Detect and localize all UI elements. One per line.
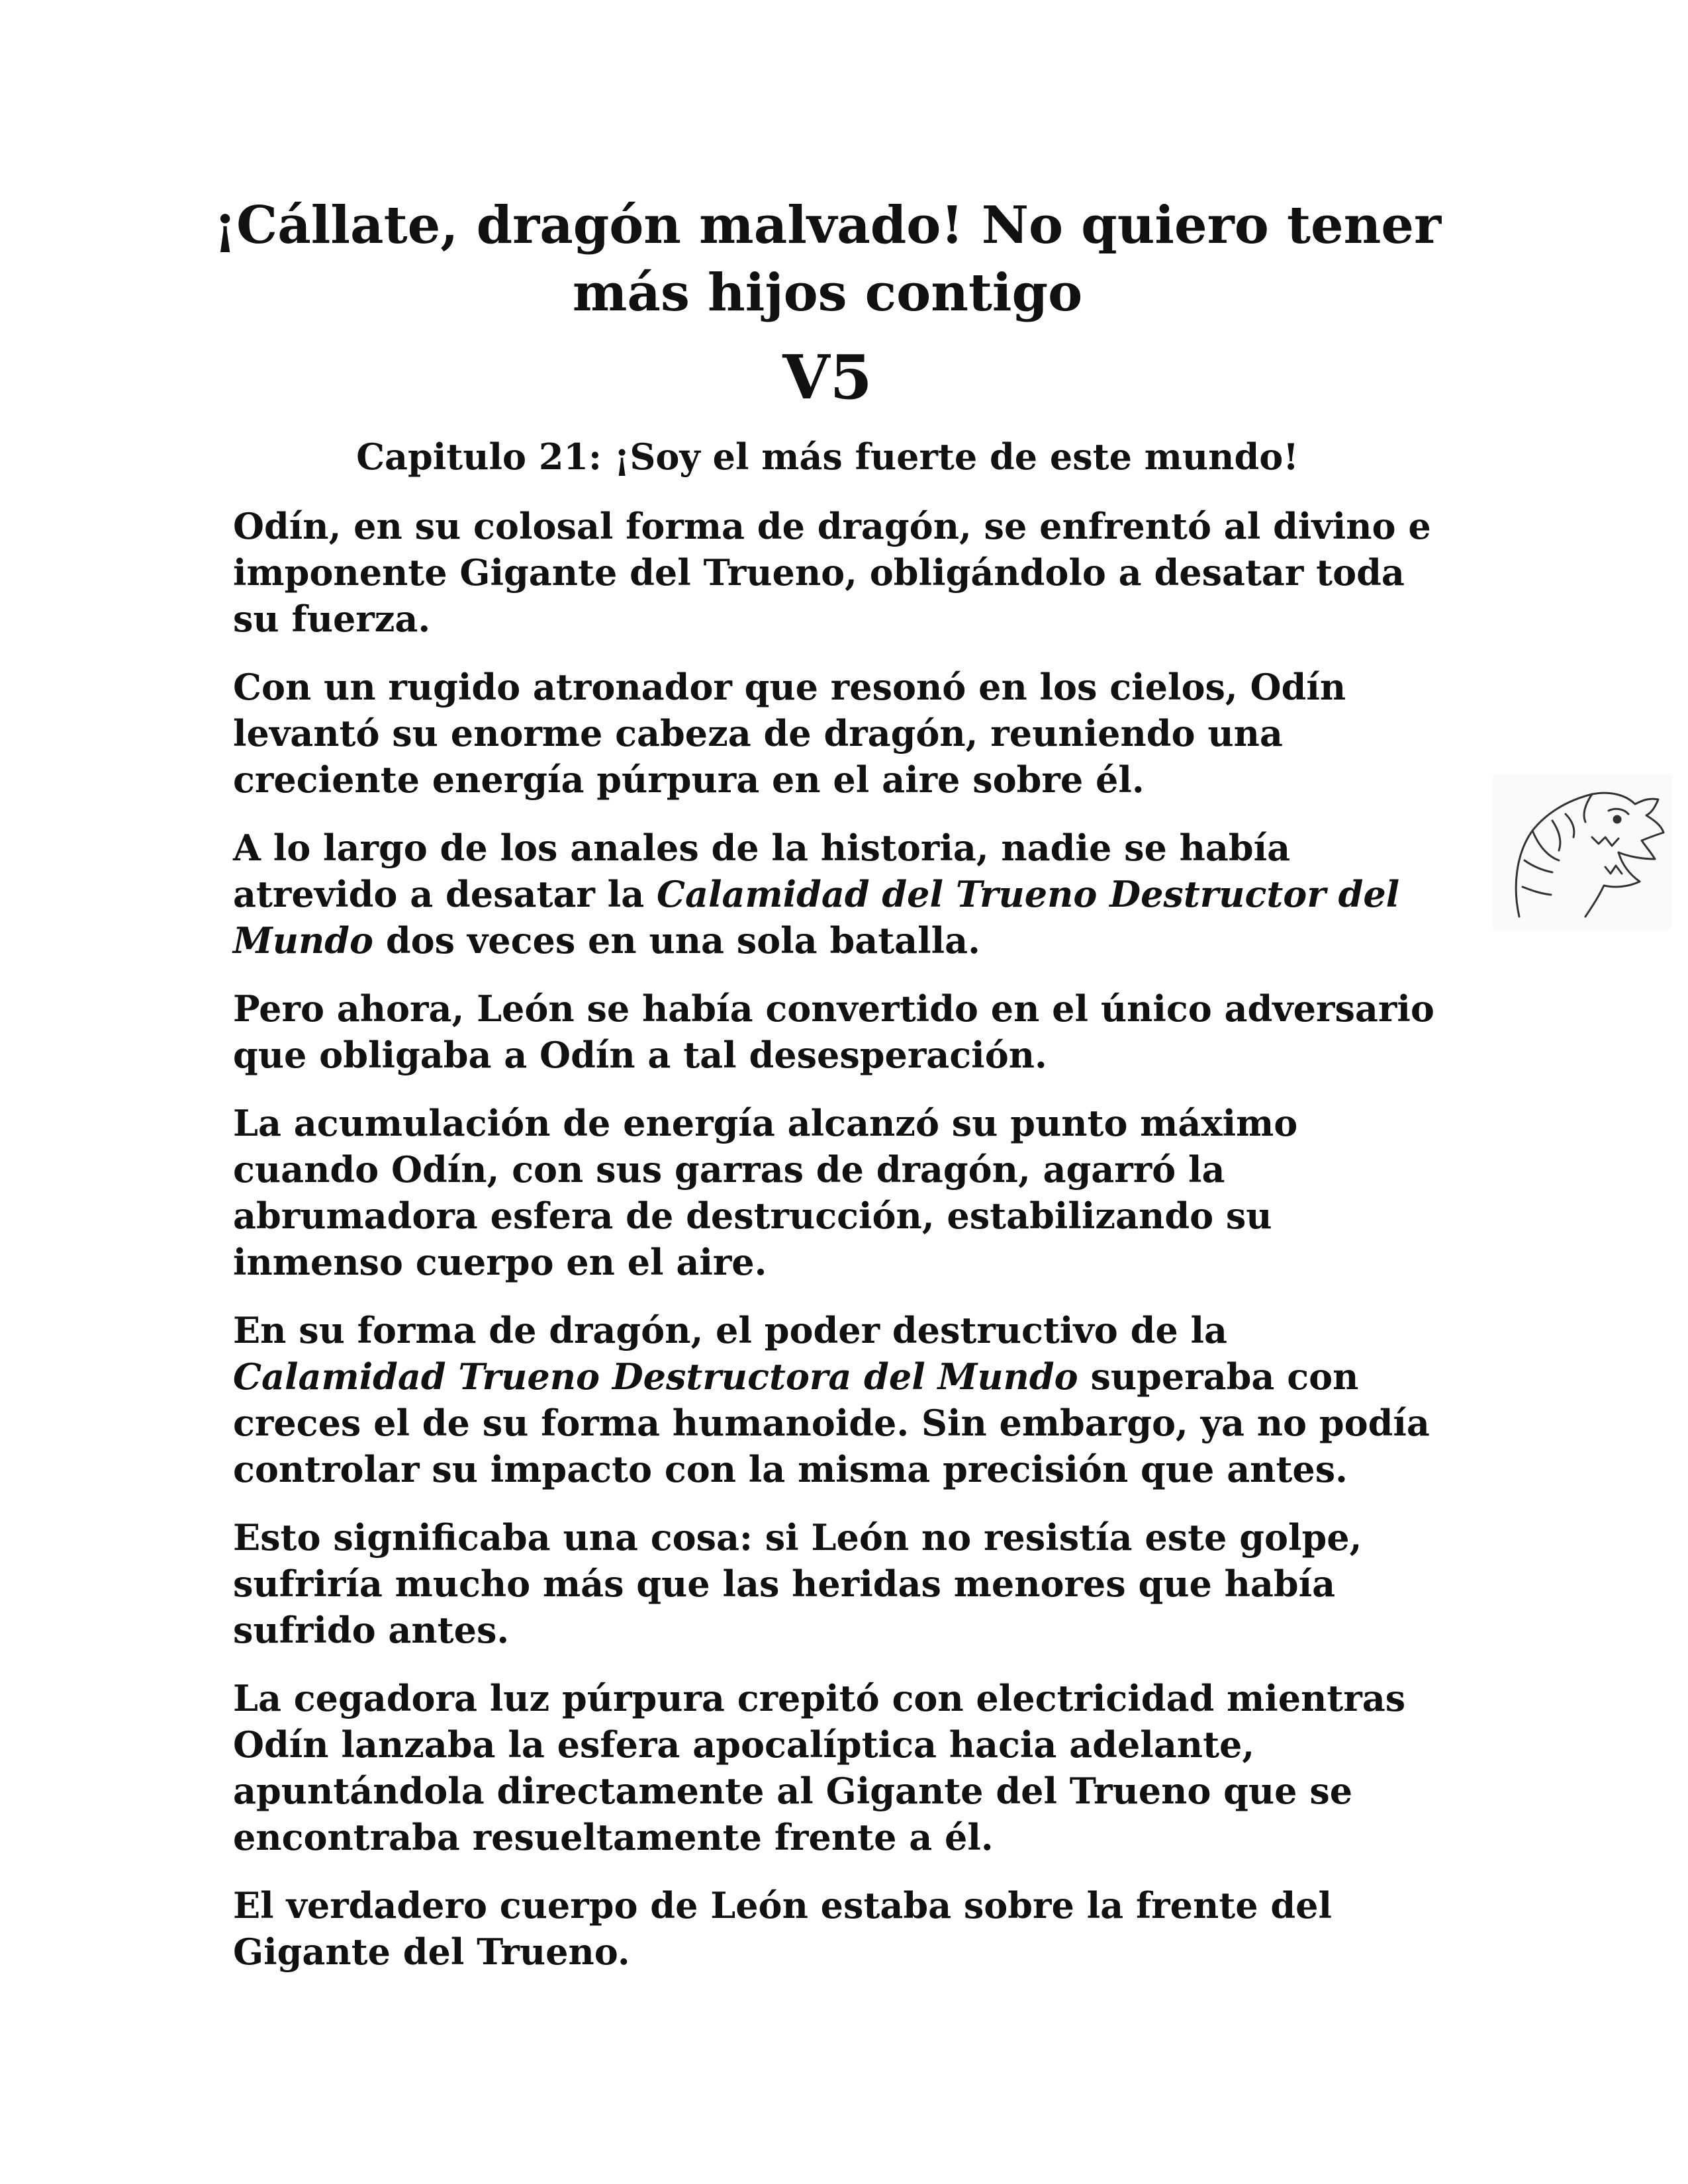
paragraph-text: En su forma de dragón, el poder destructivo de la <box>233 1309 1227 1351</box>
paragraph-text: superaba con creces el de su forma humanoide. Sin embargo, ya no podía controlar su impacto con la misma precisión que antes. <box>233 1355 1430 1490</box>
paragraph-text: El verdadero cuerpo de León estaba sobre la frente del Gigante del Trueno. <box>233 1884 1332 1973</box>
paragraph-text: dos veces en una sola batalla. <box>373 919 980 962</box>
volume-label: V5 <box>782 341 872 413</box>
paragraph-text: A lo largo de los anales de la historia, nadie se había atrevido a desatar la <box>233 827 1291 915</box>
paragraph-text: La cegadora luz púrpura crepitó con electricidad mientras Odín lanzaba la esfera apocalíptica hacia adelante, apuntándola directamente al Gigante del Trueno que se encontraba resueltamente frente a él. <box>233 1677 1406 1858</box>
italic-title-text: Calamidad del Trueno Destructor del Mundo <box>233 873 1400 962</box>
paragraph-text: Odín, en su colosal forma de dragón, se enfrentó al divino e imponente Gigante del Trueno, obligándolo a desatar toda su fuerza. <box>233 505 1431 640</box>
paragraph-text: Pero ahora, León se había convertido en el único adversario que obligaba a Odín a tal desesperación. <box>233 987 1434 1076</box>
paragraph <box>233 985 1451 1078</box>
paragraph <box>233 825 1451 964</box>
dragon-head-sketch-icon <box>1493 774 1671 930</box>
paragraph-text: Con un rugido atronador que resonó en los cielos, Odín levantó su enorme cabeza de dragón, reuniendo una creciente energía púrpura en el aire sobre él. <box>233 666 1346 801</box>
paragraph <box>233 1514 1451 1653</box>
paragraph <box>233 503 1451 642</box>
paragraph <box>233 1675 1451 1860</box>
document-title: ¡Cállate, dragón malvado! No quiero tener más hijos contigo <box>213 195 1442 323</box>
paragraph <box>233 1882 1451 1975</box>
chapter-heading: Capitulo 21: ¡Soy el más fuerte de este mundo! <box>356 435 1299 478</box>
paragraph-text: La acumulación de energía alcanzó su punto máximo cuando Odín, con sus garras de dragón, agarró la abrumadora esfera de destrucción, estabilizando su inmenso cuerpo en el aire. <box>233 1102 1298 1283</box>
italic-title-text: Calamidad Trueno Destructora del Mundo <box>233 1355 1078 1398</box>
paragraph <box>233 664 1451 803</box>
paragraph <box>233 1100 1451 1285</box>
body-text <box>233 503 1451 1997</box>
paragraph-text: Esto significaba una cosa: si León no resistía este golpe, sufriría mucho más que las heridas menores que había sufrido antes. <box>233 1516 1362 1651</box>
paragraph <box>233 1307 1451 1492</box>
